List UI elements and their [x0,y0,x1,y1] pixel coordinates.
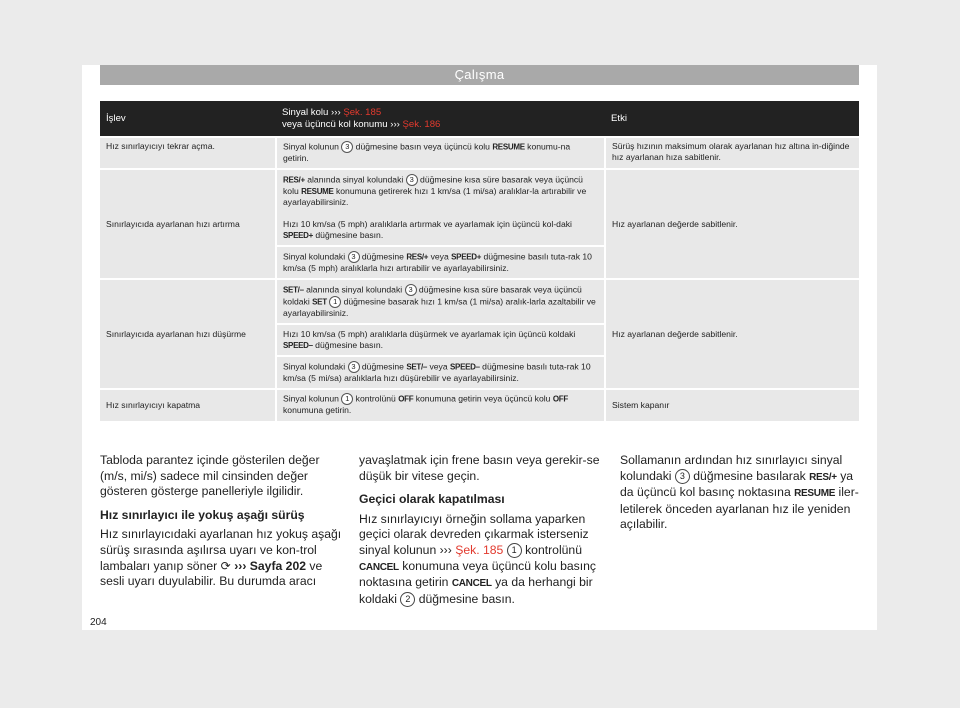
button-number-badge: 1 [329,296,341,308]
action-segment: RES/+ alanında sinyal kolundaki 3 düğmesine kısa süre basarak veya üçüncü kolu RESUME konumuna getirerek hızı 1 km/sa (1 mi/sa) aralıklar-la artırabilir ve ayarlayabilirsiniz. Hızı 10 km/sa (5 mph) aralıklarla artırmak ve ayarlamak için üçüncü kol-daki SPEED+ düğmesine basın. [277,170,604,247]
cell-function: Sınırlayıcıda ayarlanan hızı düşürme [100,279,276,389]
button-number-badge: 3 [348,251,360,263]
key-label: SET/– [283,285,304,295]
paragraph: Hız sınırlayıcıyı örneğin sollama yaparken geçici olarak devreden çıkarmak isterseniz sinyal kolunun ››› Şek. 185 1 kontrolünü CANCEL konumuna veya üçüncü kolu basınç noktasına getirin CANCEL ya da herhangi bir koldaki 2 düğmesine basın. [359,511,597,606]
key-label: SET [312,297,327,307]
cell-function: Sınırlayıcıda ayarlanan hızı artırma [100,169,276,279]
key-label: OFF [398,394,414,404]
cell-function: Hız sınırlayıcıyı tekrar açma. [100,137,276,169]
action-segment: Hızı 10 km/sa (5 mph) aralıklarla düşürmek ve ayarlamak için üçüncü koldaki SPEED– düğmesine basın. [277,325,604,357]
cell-action [276,279,605,389]
key-label: CANCEL [359,561,399,573]
text-column-2 [359,453,604,615]
page-link[interactable]: ››› Sayfa 202 [230,558,307,573]
button-number-badge: 3 [348,361,360,373]
key-label: RES/+ [809,471,837,483]
key-label: RESUME [492,142,525,152]
cell-effect: Hız ayarlanan değerde sabitlenir. [605,279,859,389]
paragraph: Hız sınırlayıcıdaki ayarlanan hız yokuş aşağı sürüş sırasında aşılırsa uyarı ve kon-trol lambaları yanıp söner ⟳ ››› Sayfa 202 ve sesli uyarı duyulabilir. Bu durumda aracı [100,527,342,589]
action-segment: SET/– alanında sinyal kolundaki 3 düğmesine kısa süre basarak veya üçüncü koldaki SET 1 düğmesine basarak hızı 1 km/sa (1 mi/sa) aralık-larla azaltabilir ve ayarlayabilirsiniz. [277,280,604,325]
key-label: RESUME [301,187,334,196]
page-number: 204 [90,617,107,628]
table-row [100,389,859,421]
function-table [100,101,859,421]
key-label: OFF [552,394,568,404]
button-number-badge: 2 [400,592,415,607]
button-number-badge: 3 [675,469,690,484]
figure-link[interactable]: Şek. 186 [402,118,441,130]
table-row [100,279,859,389]
key-label: RESUME [794,488,836,500]
text-column-3 [620,453,865,541]
column-header-lever: Sinyal kolu ››› Şek. 185 veya üçüncü kol konumu ››› Şek. 186 [276,101,605,137]
cell-action: Sinyal kolunun 3 düğmesine basın veya üçüncü kolu RESUME konumu-na getirin. [276,137,605,169]
paragraph: Tabloda parantez içinde gösterilen değer (m/s, mi/s) sadece mil cinsinden değer gösteren gösterge panelleriyle ilgilidir. [100,453,320,499]
cell-action: Sinyal kolunun 1 kontrolünü OFF konumuna getirin veya üçüncü kolu OFF konumuna getirin. [276,389,605,421]
subheading: Hız sınırlayıcı ile yokuş aşağı sürüş [100,507,305,522]
text-column-1 [100,453,345,598]
table-row [100,169,859,279]
key-label: SPEED– [283,341,313,350]
key-label: SPEED– [450,362,480,372]
key-label: SET/– [406,362,428,372]
cell-action [276,169,605,279]
key-label: RES/+ [406,252,429,262]
key-label: SPEED+ [451,252,482,262]
column-header-effect: Etki [605,101,859,137]
button-number-badge: 3 [341,141,353,153]
cell-function: Hız sınırlayıcıyı kapatma [100,389,276,421]
manual-page [82,65,877,630]
key-label: SPEED+ [283,231,313,240]
cell-effect: Sürüş hızının maksimum olarak ayarlanan hız altına in-diğinde hız ayarlanan hıza sabitlenir. [605,137,859,169]
paragraph: yavaşlatmak için frene basın veya gerekir-se düşük bir vitese geçin. [359,453,600,483]
figure-link[interactable]: Şek. 185 [343,106,382,118]
key-label: RES/+ [283,175,305,185]
warning-lamp-icon: ⟳ [220,558,231,573]
action-segment: Sinyal kolundaki 3 düğmesine RES/+ veya SPEED+ düğmesine basılı tuta-rak 10 km/sa (5 mph) aralıklarla hızı artırabilir ve ayarlayabilirsiniz. [283,251,592,273]
subheading: Geçici olarak kapatılması [359,492,505,507]
button-number-badge: 3 [405,284,417,296]
button-number-badge: 1 [507,543,522,558]
cell-effect: Hız ayarlanan değerde sabitlenir. [605,169,859,279]
section-header: Çalışma [100,65,859,85]
column-header-function: İşlev [100,101,276,137]
button-number-badge: 1 [341,393,353,405]
paragraph: Sollamanın ardından hız sınırlayıcı sinyal kolundaki 3 düğmesine basılarak RES/+ ya da üçüncü kol basınç noktasına RESUME iler-letilerek önceden ayarlanan hız ile yeniden açılabilir. [620,453,859,532]
cell-effect: Sistem kapanır [605,389,859,421]
key-label: CANCEL [451,578,492,590]
button-number-badge: 3 [406,174,418,186]
action-segment: Sinyal kolundaki 3 düğmesine SET/– veya SPEED– düğmesine basılı tuta-rak 10 km/sa (5 mi/sa) aralıklarla hızı düşürebilir ve ayarlayabilirsiniz. [283,361,591,383]
table-row [100,137,859,169]
figure-link[interactable]: Şek. 185 [455,542,504,557]
